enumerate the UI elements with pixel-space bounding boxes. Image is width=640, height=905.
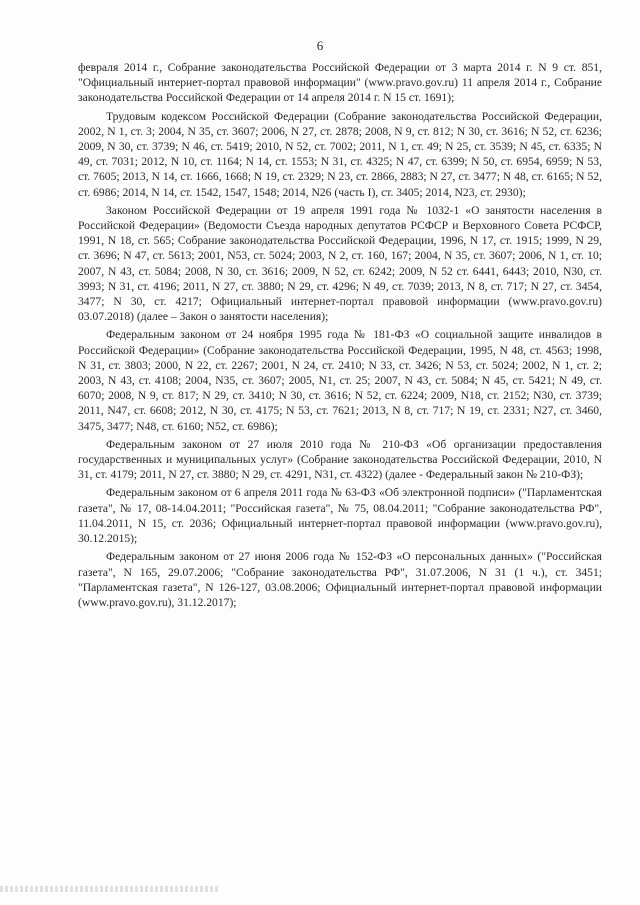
scan-edge-mark bbox=[0, 886, 220, 892]
paragraph-employment-law: Законом Российской Федерации от 19 апреля 1991 года № 1032-1 «О занятости населения в Российской Федерации» (Ведомости Съезда народных депутатов РСФСР и Верховного Совета РСФСР, 1991, N 18, ст. 565; Собрание законодательства Российской Федерации, 1996, N 17, ст. 1915; 1999, N 29, ст. 3696; N 47, ст. 5613; 2001, N53, ст. 5024; 2003, N 2, ст. 160, 167; 2004, N 35, ст. 3607; 2006, N 1, ст. 10; 2007, N 43, ст. 5084; 2008, N 30, ст. 3616; 2009, N 52, ст. 6242; 2009, N 52 ст. 6441, 6443; 2010, N30, ст. 3993; N 31, ст. 4196; 2011, N 27, ст. 3880; N 29, ст. 4296; N 49, ст. 7039; 2013, N 8, ст. 717; N 27, ст. 3454, 3477; N 30, ст. 4217; Официальный интернет-портал правовой информации (www.pravo.gov.ru) 03.07.2018) (далее – Закон о занятости населения); bbox=[78, 203, 602, 324]
paragraph-labor-code: Трудовым кодексом Российской Федерации (Собрание законодательства Российской Федерации, 2002, N 1, ст. 3; 2004, N 35, ст. 3607; 2006, N 27, ст. 2878; 2008, N 9, ст. 812; N 30, ст. 3616; N 52, ст. 6236; 2009, N 30, ст. 3739; N 46, ст. 5419; 2010, N 52, ст. 7002; 2011, N 1, ст. 49; N 25, ст. 3539; N 45, ст. 6335; N 49, ст. 7031; 2012, N 10, ст. 1164; N 14, ст. 1553; N 31, ст. 4325; N 47, ст. 6399; N 50, ст. 6954, 6959; N 53, ст. 7605; 2013, N 14, ст. 1666, 1668; N 19, ст. 2329; N 23, ст. 2866, 2883; N 27, ст. 3477; N 48, ст. 6165; N 52, ст. 6986; 2014, N 14, ст. 1542, 1547, 1548; 2014, N26 (часть I), ст. 3405; 2014, N23, ст. 2930); bbox=[78, 109, 602, 199]
document-body bbox=[78, 60, 602, 610]
paragraph-electronic-signature-law: Федеральным законом от 6 апреля 2011 года № 63-ФЗ «Об электронной подписи» ("Парламентская газета", № 17, 08-14.04.2011; "Российская газета", № 75, 08.04.2011; "Собрание законодательства РФ", 11.04.2011, N 15, ст. 2036; Официальный интернет-портал правовой информации (www.pravo.gov.ru), 30.12.2015); bbox=[78, 486, 602, 546]
paragraph-disability-law: Федеральным законом от 24 ноября 1995 года № 181-ФЗ «О социальной защите инвалидов в Российской Федерации» (Собрание законодательства Российской Федерации, 1995, N 48, ст. 4563; 1998, N 31, ст. 3803; 2000, N 22, ст. 2267; 2001, N 24, ст. 2410; N 33, ст. 3426; N 53, ст. 5024; 2002, N 1, ст. 2; 2003, N 43, ст. 4108; 2004, N35, ст. 3607; 2005, N1, ст. 25; 2007, N 43, ст. 5084; N 45, ст. 5421; N 49, ст. 6070; 2008, N 9, ст. 817; N 29, ст. 3410; N 30, ст. 3616; N 52, ст. 6224; 2009, N18, ст. 2152; N30, ст. 3739; 2011, N47, ст. 6608; 2012, N 30, ст. 4175; N 53, ст. 7621; 2013, N 8, ст. 717; N 19, ст. 2331; N27, ст. 3460, 3475, 3477; N48, ст. 6160; N52, ст. 6986); bbox=[78, 328, 602, 433]
paragraph-public-services-law: Федеральным законом от 27 июля 2010 года № 210-ФЗ «Об организации предоставления государственных и муниципальных услуг» (Собрание законодательства Российской Федерации, 2010, N 31, ст. 4179; 2011, N 27, ст. 3880; N 29, ст. 4291, N31, ст. 4322) (далее - Федеральный закон № 210-ФЗ); bbox=[78, 437, 602, 482]
paragraph-personal-data-law: Федеральным законом от 27 июня 2006 года № 152-ФЗ «О персональных данных» ("Российская газета", N 165, 29.07.2006; "Собрание законодательства РФ", 31.07.2006, N 31 (1 ч.), ст. 3451; "Парламентская газета", N 126-127, 03.08.2006; Официальный интернет-портал правовой информации (www.pravo.gov.ru), 31.12.2017); bbox=[78, 550, 602, 609]
page-number: 6 bbox=[316, 38, 324, 53]
paragraph-continuation: февраля 2014 г., Собрание законодательства Российской Федерации от 3 марта 2014 г. N 9 ст. 851, "Официальный интернет-портал правовой информации" (www.pravo.gov.ru) 11 апреля 2014 г., Собрание законодательства Российской Федерации от 14 апреля 2014 г. N 15 ст. 1691); bbox=[78, 61, 602, 105]
